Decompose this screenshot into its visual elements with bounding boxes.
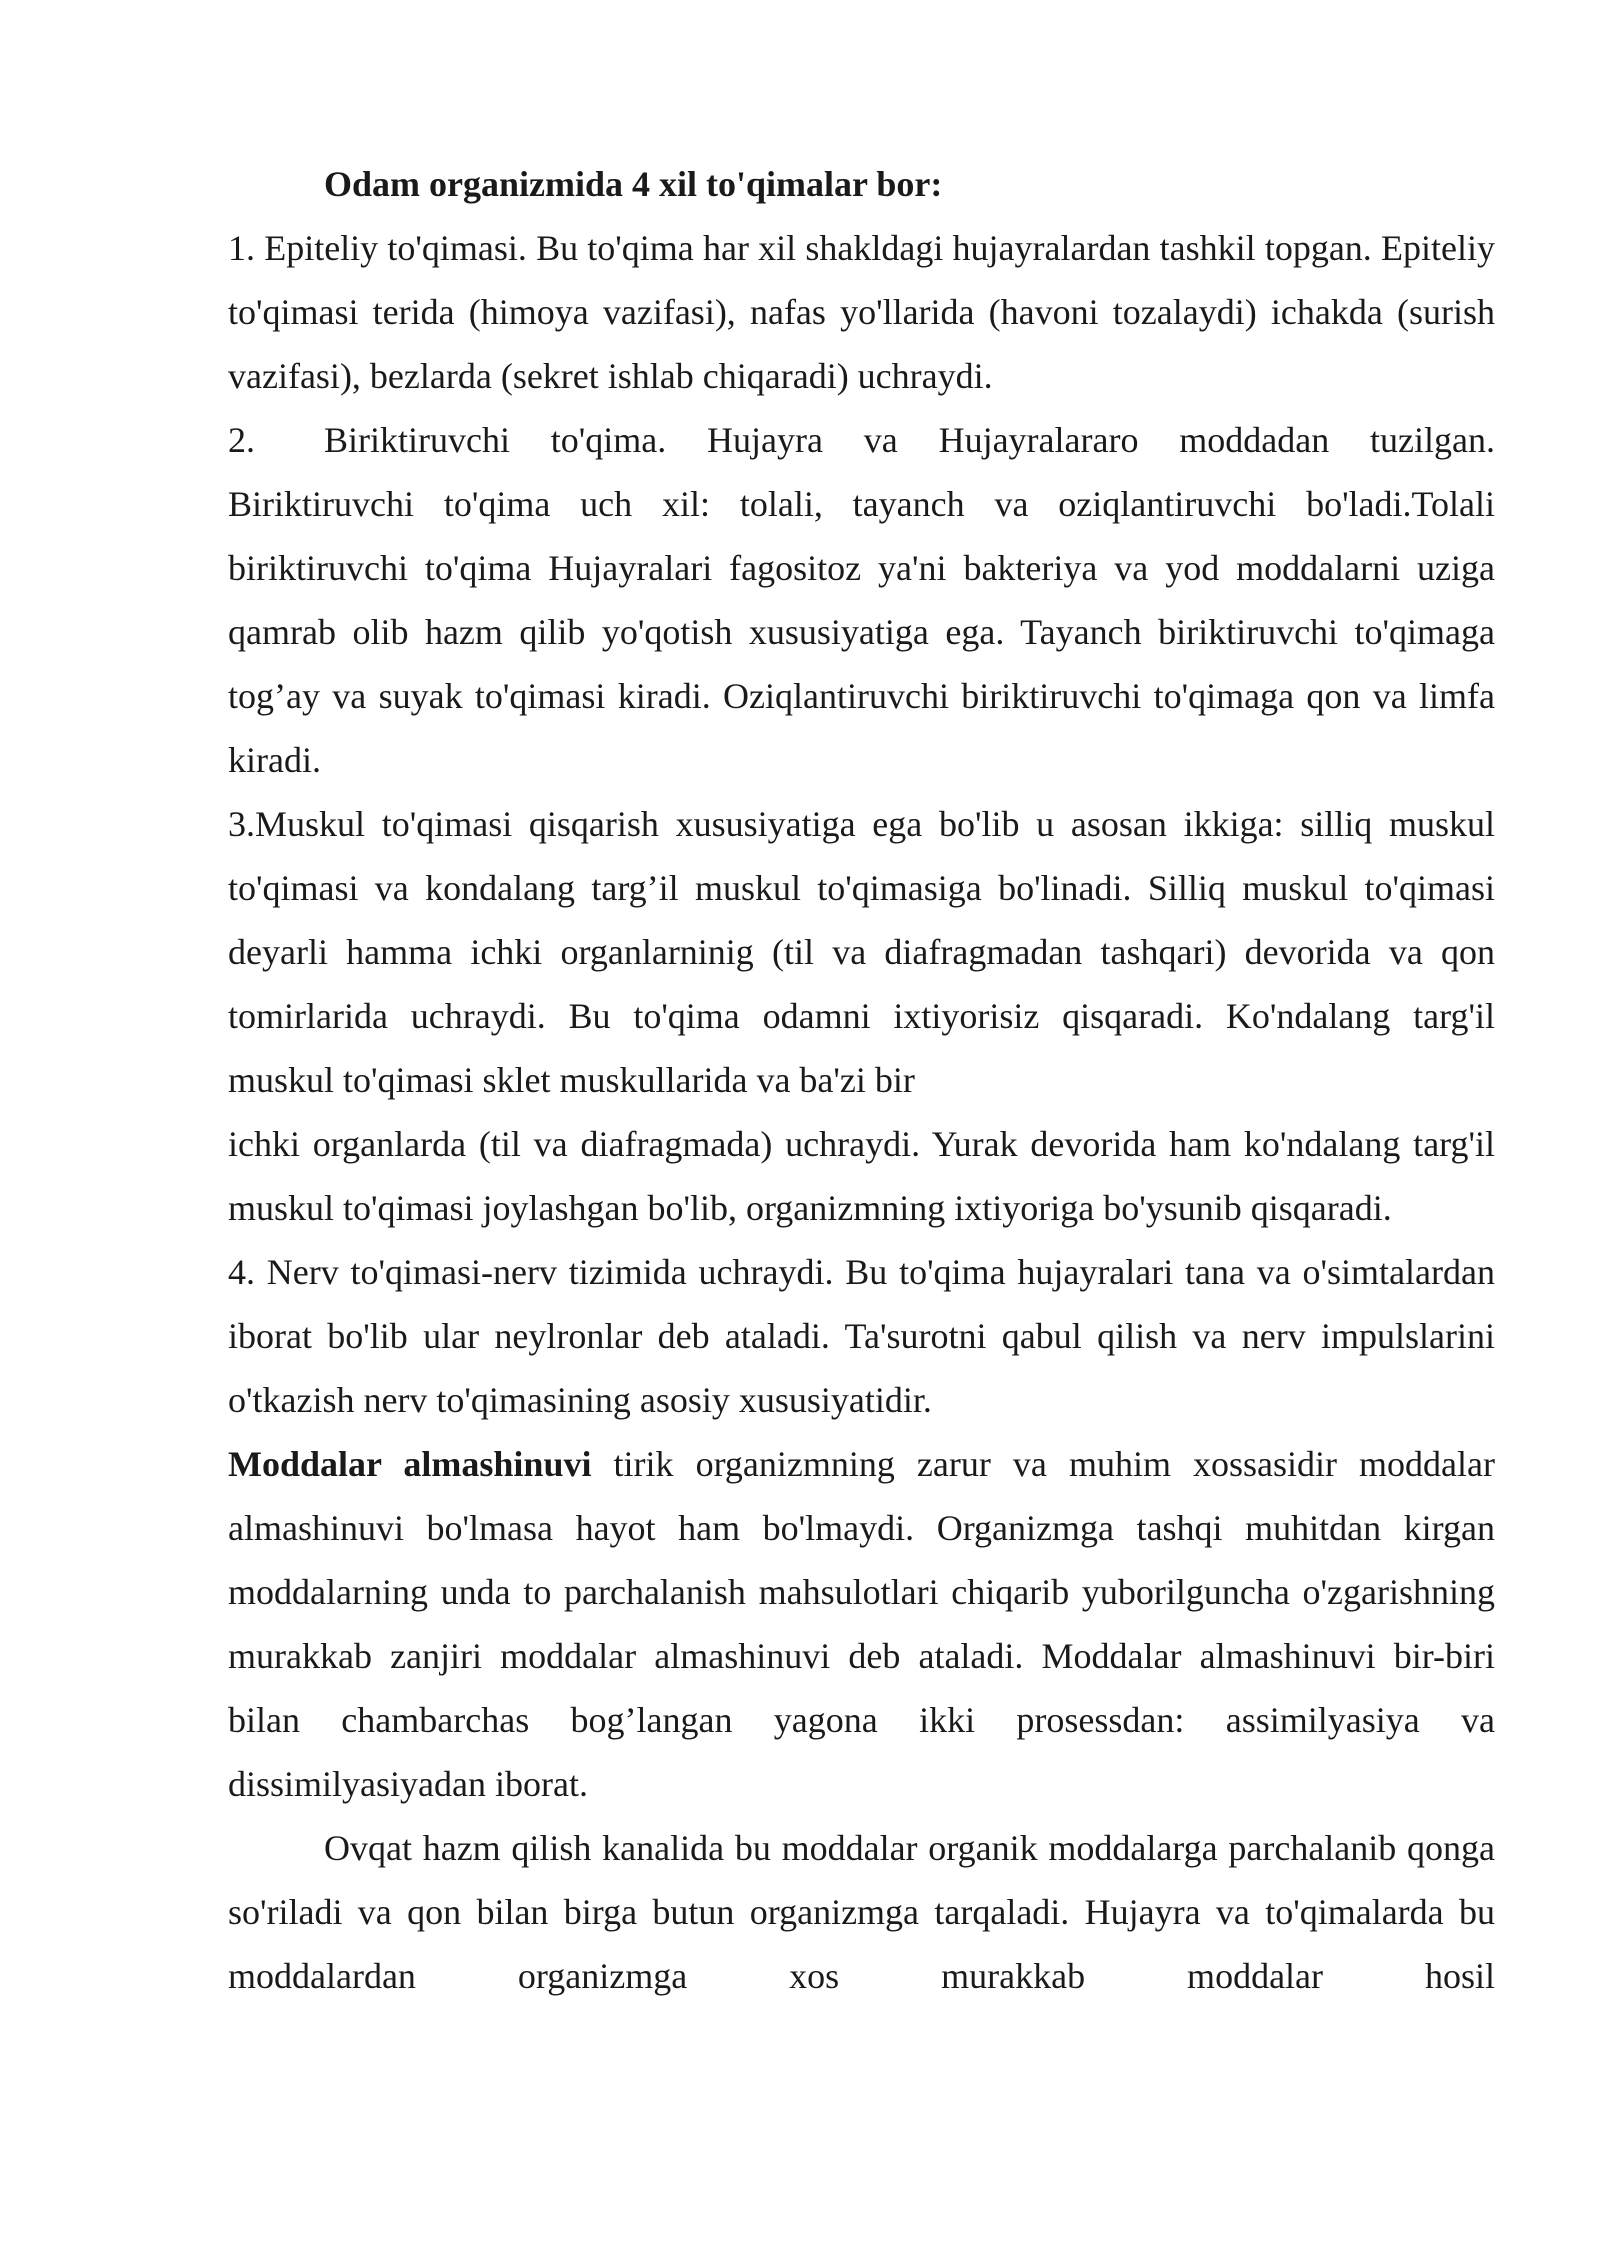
paragraph-muscle: 3.Muskul to'qimasi qisqarish xususiyatiga ega bo'lib u asosan ikkiga: silliq muskul to'qimasi va kondalang targ’il muskul to'qimasiga bo'linadi. Silliq muskul to'qimasi deyarli hamma ichki organlarninig (til va diafragmadan tashqari) devorida va qon tomirlarida uchraydi. Bu to'qima odamni ixtiyorisiz qisqaradi. Ko'ndalang targ'il muskul to'qimasi sklet muskullarida va ba'zi bir <box>228 804 1495 1100</box>
term-metabolism: Moddalar almashinuvi <box>228 1444 592 1484</box>
paragraph-metabolism-text: tirik organizmning zarur va muhim xossasidir moddalar almashinuvi bo'lmasa hayot ham bo'lmaydi. Organizmga tashqi muhitdan kirgan moddalarning unda to parchalanish mahsulotlari chiqarib yuborilguncha o'zgarishning murakkab zanjiri moddalar almashinuvi deb ataladi. Moddalar almashinuvi bir-biri bilan chambarchas bog’langan yagona ikki prosessdan: assimilyasiya va dissimilyasiyadan iborat. <box>228 1444 1496 1804</box>
paragraph-connective-text: Biriktiruvchi to'qima. Hujayra va Hujayralararo moddadan tuzilgan. Biriktiruvchi to'qima uch xil: tolali, tayanch va oziqlantiruvchi bo'ladi.Tolali biriktiruvchi to'qima Hujayralari fagositoz ya'ni bakteriya va yod moddalarni uziga qamrab olib hazm qilib yo'qotish xususiyatiga ega. Tayanch biriktiruvchi to'qimaga tog’ay va suyak to'qimasi kiradi. Oziqlantiruvchi biriktiruvchi to'qimaga qon va limfa kiradi. <box>228 420 1495 780</box>
paragraph-metabolism <box>228 1432 1495 1816</box>
paragraph-digestion: Ovqat hazm qilish kanalida bu moddalar organik moddalarga parchalanib qonga so'riladi va qon bilan birga butun organizmga tarqaladi. Hujayra va to'qimalarda bu moddalardan organizmga xos murakkab moddalar hosil <box>228 1828 1495 1996</box>
paragraph-nerve: 4. Nerv to'qimasi-nerv tizimida uchraydi. Bu to'qima hujayralari tana va o'simtalardan iborat bo'lib ular neylronlar deb ataladi. Ta'surotni qabul qilish va nerv impulslarini o'tkazish nerv to'qimasining asosiy xususiyatidir. <box>228 1252 1495 1420</box>
paragraph-connective <box>228 408 1495 792</box>
paragraph-muscle-continued: ichki organlarda (til va diafragmada) uchraydi. Yurak devorida ham ko'ndalang targ'il muskul to'qimasi joylashgan bo'lib, organizmning ixtiyoriga bo'ysunib qisqaradi. <box>228 1124 1495 1228</box>
paragraph-epithelial: 1. Epiteliy to'qimasi. Bu to'qima har xil shakldagi hujayralardan tashkil topgan. Epiteliy to'qimasi terida (himoya vazifasi), nafas yo'llarida (havoni tozalaydi) ichakda (surish vazifasi), bezlarda (sekret ishlab chiqaradi) uchraydi. <box>228 228 1495 396</box>
list-number: 2. <box>228 420 255 460</box>
section-heading: Odam organizmida 4 xil to'qimalar bor: <box>324 164 943 204</box>
